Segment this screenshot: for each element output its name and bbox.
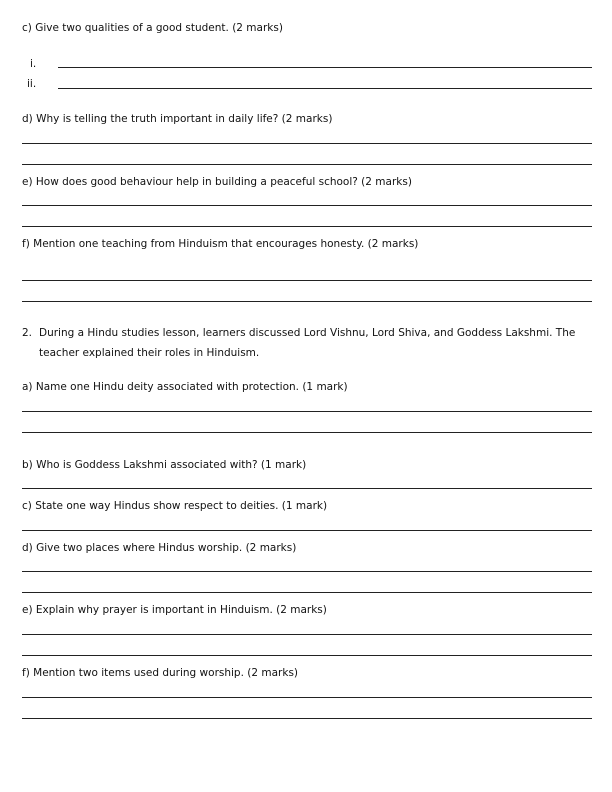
section-2-question-b-prompt: b) Who is Goddess Lakshmi associated with? (1 mark) [22,459,307,471]
answer-line[interactable] [22,143,592,144]
section-2-question-e-prompt: e) Explain why prayer is important in Hinduism. (2 marks) [22,604,327,616]
question-d-prompt: d) Why is telling the truth important in daily life? (2 marks) [22,113,333,125]
answer-line[interactable] [22,592,592,593]
answer-line[interactable] [22,226,592,227]
answer-line[interactable] [22,411,592,412]
answer-line[interactable] [22,164,592,165]
answer-line[interactable] [22,655,592,656]
section-2-question-d-prompt: d) Give two places where Hindus worship. (2 marks) [22,542,297,554]
answer-line[interactable] [22,280,592,281]
answer-line[interactable] [22,697,592,698]
answer-line[interactable] [22,301,592,302]
answer-line[interactable] [22,205,592,206]
question-e-prompt: e) How does good behaviour help in building a peaceful school? (2 marks) [22,176,412,188]
answer-line[interactable] [22,530,592,531]
answer-line[interactable] [58,88,592,89]
section-2-question-f-prompt: f) Mention two items used during worship. (2 marks) [22,667,299,679]
section-2-intro-line-1: During a Hindu studies lesson, learners discussed Lord Vishnu, Lord Shiva, and Goddess Lakshmi. The [39,327,576,339]
answer-line[interactable] [58,67,592,68]
answer-line[interactable] [22,718,592,719]
answer-numeral-ii: ii. [27,78,37,90]
section-2-number: 2. [22,327,33,339]
question-f-prompt: f) Mention one teaching from Hinduism that encourages honesty. (2 marks) [22,238,419,250]
answer-line[interactable] [22,571,592,572]
section-2-question-c-prompt: c) State one way Hindus show respect to deities. (1 mark) [22,500,328,512]
answer-line[interactable] [22,488,592,489]
section-2-intro-line-2: teacher explained their roles in Hinduism. [39,347,260,359]
answer-line[interactable] [22,634,592,635]
answer-numeral-i: i. [30,58,37,70]
section-2-question-a-prompt: a) Name one Hindu deity associated with protection. (1 mark) [22,381,348,393]
question-c-prompt: c) Give two qualities of a good student. (2 marks) [22,22,283,34]
answer-line[interactable] [22,432,592,433]
